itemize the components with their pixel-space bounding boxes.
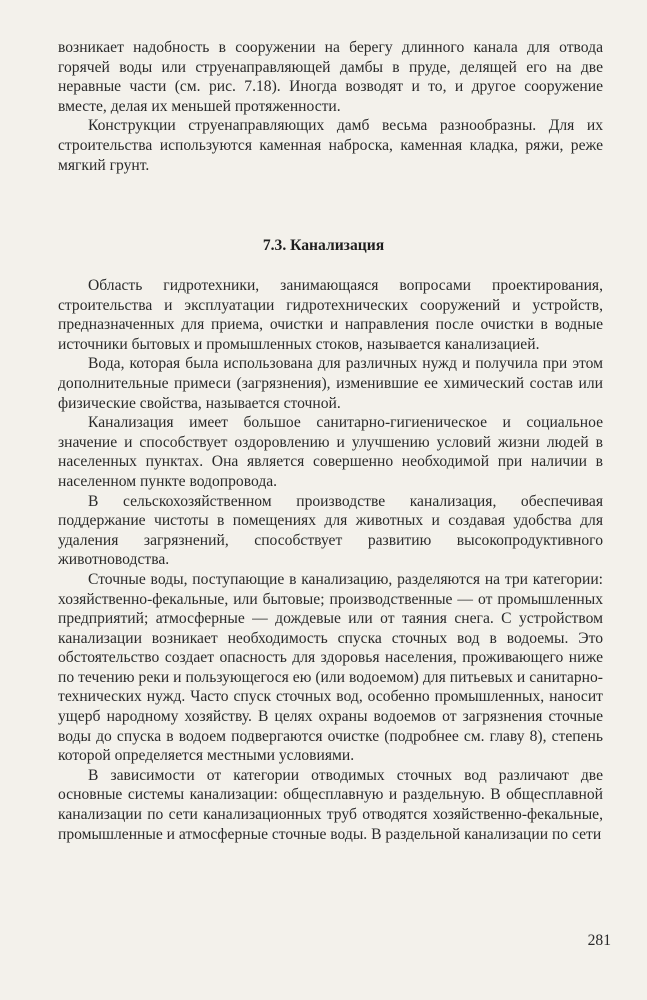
paragraph-definition: Область гидротехники, занимающаяся вопросами проектирования, строительства и эксплуатации гидротехнических сооружений и устройств, предназначенных для приема, очистки и направления после очистки в водные источники бытовых и промышленных стоков, называется канализацией. — [58, 277, 603, 353]
paragraph-continuation: возникает надобность в сооружении на берегу длинного канала для отвода горячей воды или струенаправляющей дамбы в пруде, делящей его на две неравные части (см. рис. 7.18). Иногда возводят и то, и другое сооружение вместе, делая их меньшей протяженности. — [58, 39, 603, 115]
paragraph-wastewater: Вода, которая была использована для различных нужд и получила при этом дополнительные примеси (загрязнения), изменившие ее химический состав или физические свойства, называется сточной. — [58, 355, 603, 412]
paragraph-agriculture: В сельскохозяйственном производстве канализация, обеспечивая поддержание чистоты в помещениях для животных и создавая удобства для удаления загрязнений, способствует развитию высокопродуктивного животноводства. — [58, 492, 603, 569]
paragraph-dam-constructions: Конструкции струенаправляющих дамб весьма разнообразны. Для их строительства используются каменная наброска, каменная кладка, ряжи, реже мягкий грунт. — [58, 117, 603, 174]
section-heading: 7.3. Канализация — [262, 237, 385, 254]
paragraph-sanitary-importance: Канализация имеет большое санитарно-гигиеническое и социальное значение и способствует оздоровлению и улучшению условий жизни людей в населенных пунктах. Она является совершенно необходимой при наличии в населенном пункте водопровода. — [58, 414, 603, 490]
top-text-block — [58, 38, 603, 175]
page-number: 281 — [587, 932, 611, 949]
paragraph-categories: Сточные воды, поступающие в канализацию, разделяются на три категории: хозяйственно-фекальные, или бытовые; производственные — от промышленных предприятий; атмосферные — дождевые или от таяния снега. С устройством канализации возникает необходимость спуска сточных вод в водоемы. Это обстоятельство создает опасность для здоровья населения, проживающего ниже по течению реки и пользующегося ею (или водоемом) для питьевых и санитарно-технических нужд. Часто спуск сточных вод, особенно промышленных, наносит ущерб народному хозяйству. В целях охраны водоемов от загрязнения сточные воды до спуска в водоем подвергаются очистке (подробнее см. главу 8), степень которой определяется местными условиями. — [58, 570, 603, 765]
body-text-block — [58, 276, 603, 844]
paragraph-systems: В зависимости от категории отводимых сточных вод различают две основные системы канализации: общесплавную и раздельную. В общесплавной канализации по сети канализационных труб отводятся хозяйственно-фекальные, промышленные и атмосферные сточные воды. В раздельной канализации по сети — [58, 766, 603, 843]
